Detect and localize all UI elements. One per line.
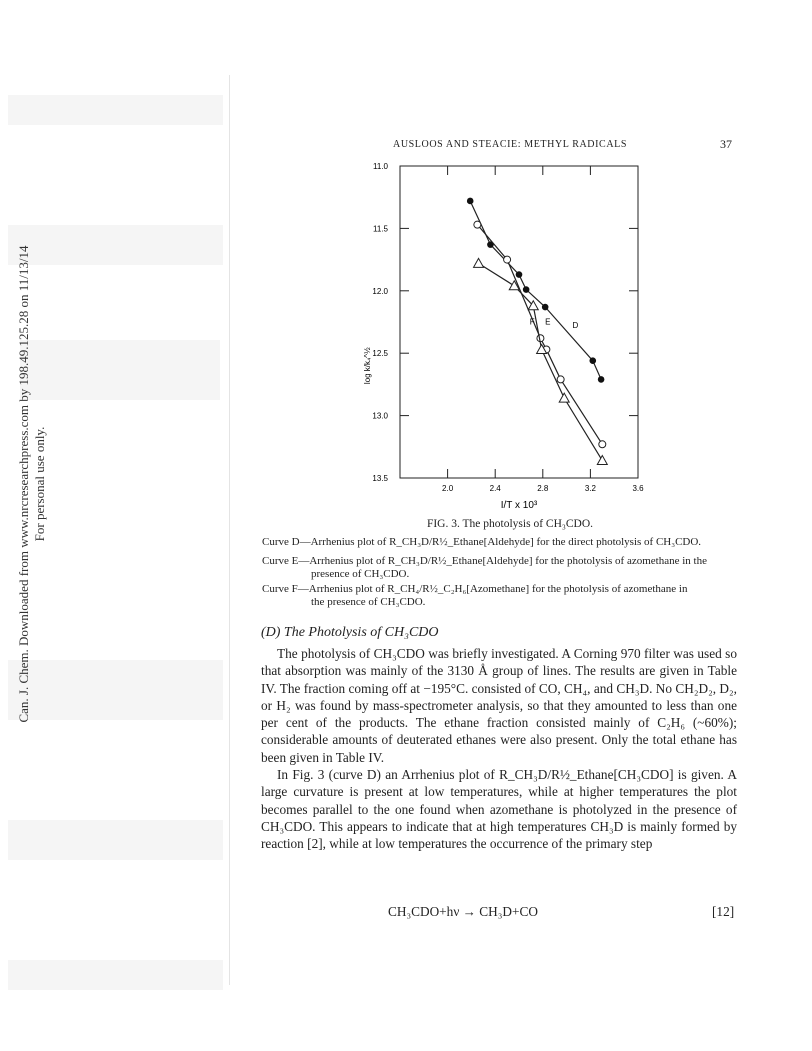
- curve-e-point: [504, 256, 511, 263]
- y-tick-label: 11.5: [373, 224, 388, 234]
- paragraph-2: In Fig. 3 (curve D) an Arrhenius plot of R_CH₃D/R½_Ethane[CH₃CDO] is given. A large curvature is present at low temperatures, while at higher temperatures the plot becomes parallel to the one found when azomethane is photolyzed in the presence of CH₃CDO. This appears to indicate that at high temperatures CH₃D is mainly formed by reaction [2], while at low temperatures the occurrence of the primary step: [261, 767, 737, 852]
- running-title: AUSLOOS AND STEACIE: METHYL RADICALS: [393, 139, 628, 150]
- scan-noise: [8, 960, 223, 990]
- y-tick-label: 11.0: [373, 162, 388, 171]
- curve-d-point: [598, 376, 605, 383]
- y-axis-label: log k/k₄^½: [363, 347, 372, 385]
- y-tick-label: 12.5: [372, 349, 388, 359]
- x-tick-label: 2.0: [442, 484, 454, 493]
- curve-e-point: [599, 441, 606, 448]
- scan-noise: [8, 820, 223, 860]
- curve-e-description: [262, 555, 747, 581]
- curve-label-f: F: [529, 317, 535, 327]
- curve-e-line-2: presence of CH₃CDO.: [311, 568, 410, 580]
- watermark-line-1: Can. J. Chem. Downloaded from www.nrcresearchpress.com by 198.49.125.28 on 11/13/14: [16, 245, 31, 723]
- curve-d-point: [542, 304, 549, 311]
- curve-label-d: D: [572, 321, 579, 331]
- body-text: [261, 645, 737, 853]
- download-watermark: [16, 214, 48, 754]
- figure-caption: FIG. 3. The photolysis of CH₃CDO.: [426, 518, 594, 530]
- arrhenius-chart: [340, 158, 660, 508]
- curve-f-line-2: the presence of CH₃CDO.: [311, 596, 426, 608]
- curve-d-point: [467, 198, 474, 205]
- x-tick-label: 2.4: [489, 484, 501, 493]
- scan-noise: [20, 340, 220, 400]
- equation-number: [12]: [712, 904, 735, 919]
- curve-f-description: [262, 583, 747, 609]
- plot-frame: [400, 166, 638, 478]
- x-tick-label: 3.6: [632, 484, 644, 493]
- scan-noise: [8, 95, 223, 125]
- curve-f-point: [559, 393, 569, 402]
- curve-f-line: Curve F—Arrhenius plot of R_CH₄/R½_C₂H₆[Azomethane] for the photolysis of azomethane in: [262, 583, 688, 595]
- watermark-line-2: For personal use only.: [32, 426, 47, 542]
- curve-e-line: Curve E—Arrhenius plot of R_CH₃D/R½_Ethane[Aldehyde] for the photolysis of azomethane in the: [262, 555, 707, 567]
- y-tick-label: 13.0: [372, 411, 388, 421]
- curve-e-point: [557, 376, 564, 383]
- curve-e-point: [474, 221, 481, 228]
- y-tick-label: 13.5: [372, 474, 388, 483]
- page-number: 37: [720, 137, 732, 151]
- curve-d-point: [523, 286, 530, 293]
- curve-d-line: Curve D—Arrhenius plot of R_CH₃D/R½_Ethane[Aldehyde] for the direct photolysis of CH₃CDO.: [262, 536, 702, 548]
- curve-f-point: [474, 258, 484, 267]
- x-tick-label: 2.8: [537, 484, 549, 493]
- curve-label-e: E: [545, 317, 551, 327]
- x-axis-label: I/T x 10³: [500, 500, 538, 508]
- section-title: (D) The Photolysis of CH₃CDO: [261, 625, 439, 640]
- x-tick-label: 3.2: [584, 484, 596, 493]
- curve-f-point: [597, 456, 607, 465]
- paragraph-1: The photolysis of CH₃CDO was briefly investigated. A Corning 970 filter was used so that absorption was mainly of the 3130 Å group of lines. The results are given in Table IV. The fraction coming off at −195°C. consisted of CO, CH₄, and CH₃D. No CH₂D₂, D₂, or H₂ was found by mass-spectrometer analysis, so that they amounted to less than one per cent of the products. The ethane fraction consisted mainly of C₂H₆ (~60%); considerable amounts of deuterated ethanes were also present. Only the total ethane has been given in Table IV.: [261, 646, 737, 765]
- y-tick-label: 12.0: [372, 286, 388, 296]
- curve-d-point: [516, 271, 523, 278]
- curve-d-line: [470, 201, 601, 379]
- page-gutter-line: [229, 75, 230, 985]
- curve-f-line: [479, 263, 603, 460]
- curve-d-point: [589, 357, 596, 364]
- equation: CH₃CDO+hν → CH₃D+CO: [388, 904, 538, 919]
- curve-d-description: [262, 536, 747, 549]
